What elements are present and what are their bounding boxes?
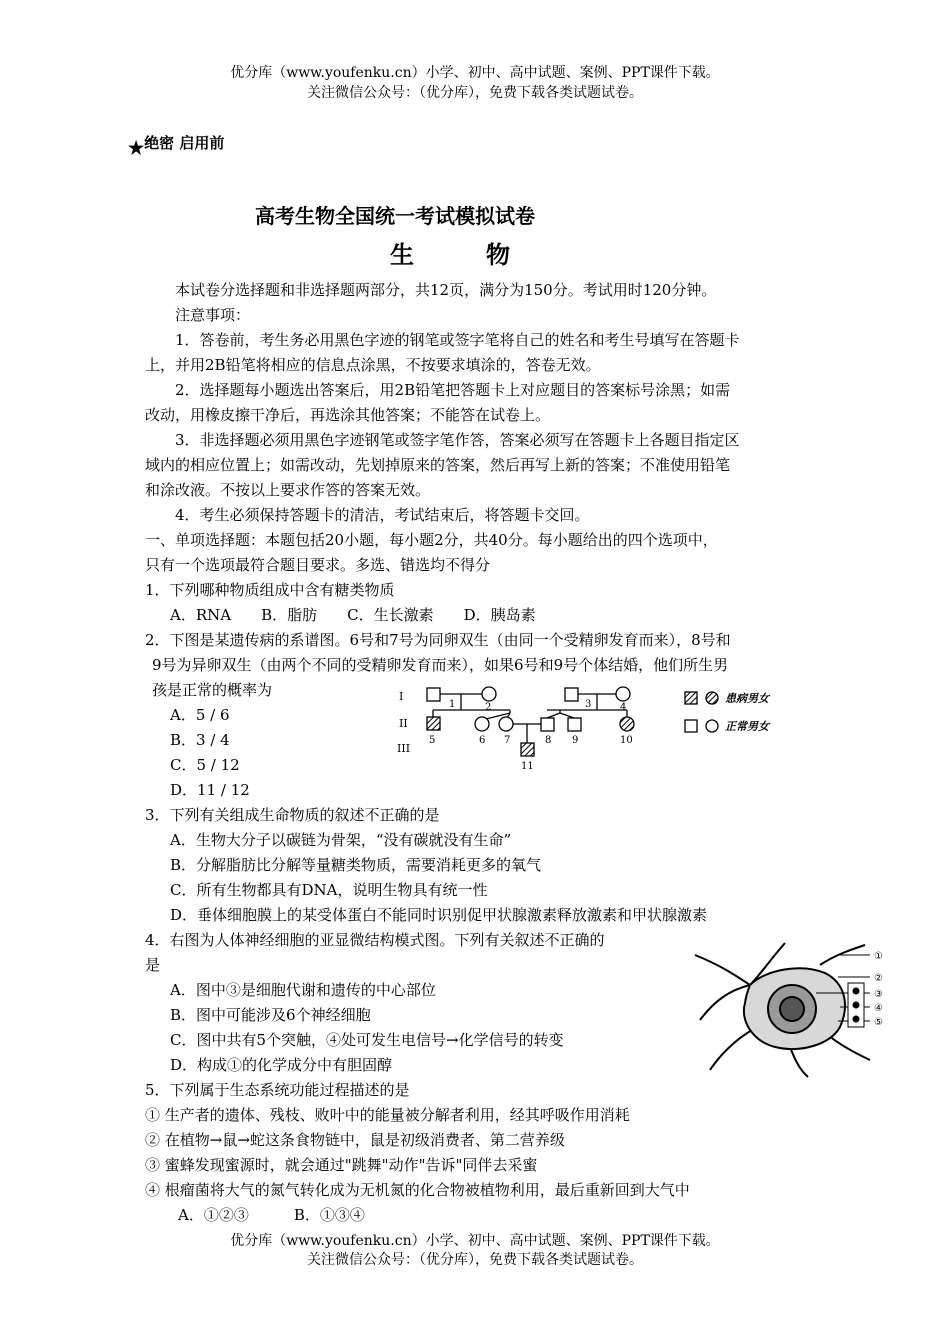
q4-option-c: C．图中共有5个突触，④处可发生电信号→化学信号的转变	[170, 1031, 564, 1049]
label-9: 9	[572, 735, 579, 746]
note-1-line-1: 1．答卷前，考生务必用黑色字迹的钢笔或签字笔将自己的姓名和考生号填写在答题卡	[175, 331, 740, 349]
site-header-line-1: 优分库（www.youfenku.cn）小学、初中、高中试题、案例、PPT课件下载。	[230, 65, 720, 81]
individual-3	[565, 688, 578, 701]
label-8: 8	[545, 735, 552, 746]
q3-option-c: C．所有生物都具有DNA，说明生物具有统一性	[170, 881, 488, 899]
label-6: 6	[479, 735, 486, 746]
individual-4	[616, 687, 630, 701]
q1-stem: 1．下列哪种物质组成中含有糖类物质	[145, 581, 395, 599]
q2-stem-line-2: 9号为异卵双生（由两个不同的受精卵发育而来），如果6号和9号个体结婚，他们所生男	[152, 656, 729, 674]
q2-stem-line-3: 孩是正常的概率为	[152, 681, 273, 699]
note-1-line-2: 上，并用2B铅笔将相应的信息点涂黑，不按要求填涂的，答卷无效。	[145, 356, 601, 374]
q4-stem-line-2: 是	[145, 956, 161, 974]
individual-7	[499, 717, 513, 731]
site-footer-line-2: 关注微信公众号：（优分库），免费下载各类试题试卷。	[307, 1252, 643, 1268]
q3-option-d: D．垂体细胞膜上的某受体蛋白不能同时识别促甲状腺激素释放激素和甲状腺激素	[170, 906, 708, 924]
q4-stem-line-1: 4．右图为人体神经细胞的亚显微结构模式图。下列有关叙述不正确的	[145, 931, 605, 949]
secret-label: 绝密 启用前	[144, 134, 225, 152]
section-1-line-1: 一、单项选择题：本题包括20小题，每小题2分，共40分。每小题给出的四个选项中，	[145, 531, 718, 549]
note-2-line-2: 改动，用橡皮擦干净后，再选涂其他答案；不能答在试卷上。	[145, 406, 551, 424]
note-3-line-1: 3．非选择题必须用黑色字迹钢笔或签字笔作答，答案必须写在答题卡上各题目指定区	[175, 431, 740, 449]
neuron-label-4: ④	[874, 1003, 883, 1014]
q3-option-b: B．分解脂肪比分解等量糖类物质，需要消耗更多的氧气	[170, 856, 542, 874]
gen-label-1: I	[399, 690, 404, 703]
q1-options: A．RNA B．脂肪 C．生长激素 D．胰岛素	[170, 606, 536, 624]
neuron-label-5: ⑤	[874, 1017, 883, 1028]
q5-stem: 5．下列属于生态系统功能过程描述的是	[145, 1081, 410, 1099]
q3-option-a: A．生物大分子以碳链为骨架，“没有碳就没有生命”	[170, 831, 512, 849]
label-2: 2	[485, 702, 492, 713]
note-3-line-2: 域内的相应位置上；如需改动，先划掉原来的答案，然后再写上新的答案；不准使用铅笔	[145, 456, 731, 474]
legend-affected-female	[706, 692, 718, 704]
secret-mark	[128, 133, 225, 159]
legend-normal-female	[706, 720, 718, 732]
notice-heading: 注意事项：	[175, 306, 251, 324]
note-4-line-1: 4．考生必须保持答题卡的清洁，考试结束后，将答题卡交回。	[175, 506, 590, 524]
neuron-label-2: ②	[874, 973, 883, 984]
legend-affected-male	[685, 692, 697, 704]
note-2-line-1: 2．选择题每小题选出答案后，用2B铅笔把答题卡上对应题目的答案标号涂黑；如需	[175, 381, 731, 399]
note-3-line-3: 和涂改液。不按以上要求作答的答案无效。	[145, 481, 431, 499]
q2-option-c: C．5 / 12	[170, 756, 240, 774]
site-header-line-2: 关注微信公众号：（优分库），免费下载各类试题试卷。	[307, 85, 643, 101]
individual-11	[521, 743, 534, 756]
q5-item-4: ④ 根瘤菌将大气的氮气转化成为无机氮的化合物被植物利用，最后重新回到大气中	[145, 1181, 690, 1199]
section-1-line-2: 只有一个选项最符合题目要求。多选、错选均不得分	[145, 556, 491, 574]
label-4: 4	[620, 702, 627, 713]
individual-9	[568, 718, 581, 731]
site-footer-line-1: 优分库（www.youfenku.cn）小学、初中、高中试题、案例、PPT课件下载。	[230, 1233, 720, 1249]
individual-10	[620, 717, 634, 731]
label-7: 7	[504, 735, 511, 746]
exam-subject: 生 物	[390, 240, 510, 269]
gen-label-3: III	[397, 742, 411, 755]
exam-title: 高考生物全国统一考试模拟试卷	[255, 204, 535, 228]
q4-option-b: B．图中可能涉及6个神经细胞	[170, 1006, 371, 1024]
q2-option-d: D．11 / 12	[170, 781, 250, 799]
legend-affected-label: 患病男女	[725, 692, 769, 705]
q4-option-a: A．图中③是细胞代谢和遗传的中心部位	[170, 981, 436, 999]
intro-line: 本试卷分选择题和非选择题两部分，共12页，满分为150分。考试用时120分钟。	[175, 281, 717, 299]
legend-normal-label: 正常男女	[725, 720, 769, 733]
q3-stem: 3．下列有关组成生命物质的叙述不正确的是	[145, 806, 440, 824]
q5-item-3: ③ 蜜蜂发现蜜源时，就会通过"跳舞"动作"告诉"同伴去采蜜	[145, 1156, 538, 1174]
individual-5	[427, 717, 440, 730]
q2-stem-line-1: 2．下图是某遗传病的系谱图。6号和7号为同卵双生（由同一个受精卵发育而来），8号和	[145, 631, 731, 649]
legend-normal-male	[685, 720, 697, 732]
neuron-diagram	[690, 935, 890, 1080]
star-icon: ★	[128, 138, 145, 159]
q5-item-2: ② 在植物→鼠→蛇这条食物链中，鼠是初级消费者、第二营养级	[145, 1131, 565, 1149]
pedigree-diagram	[385, 680, 805, 775]
q5-options: A．①②③ B．①③④	[178, 1206, 365, 1224]
label-10: 10	[620, 735, 633, 746]
label-11: 11	[521, 761, 534, 772]
individual-1	[427, 688, 440, 701]
label-1: 1	[449, 699, 456, 710]
neuron-label-3: ③	[874, 989, 883, 1000]
individual-2	[482, 687, 496, 701]
individual-8	[541, 718, 554, 731]
gen-label-2: II	[399, 717, 408, 730]
q5-item-1: ① 生产者的遗体、残枝、败叶中的能量被分解者利用，经其呼吸作用消耗	[145, 1106, 630, 1124]
label-3: 3	[585, 699, 592, 710]
q4-option-d: D．构成①的化学成分中有胆固醇	[170, 1056, 393, 1074]
q2-option-b: B．3 / 4	[170, 731, 230, 749]
label-5: 5	[429, 735, 436, 746]
neuron-label-1: ①	[874, 951, 883, 962]
q2-option-a: A．5 / 6	[170, 706, 230, 724]
individual-6	[475, 717, 489, 731]
